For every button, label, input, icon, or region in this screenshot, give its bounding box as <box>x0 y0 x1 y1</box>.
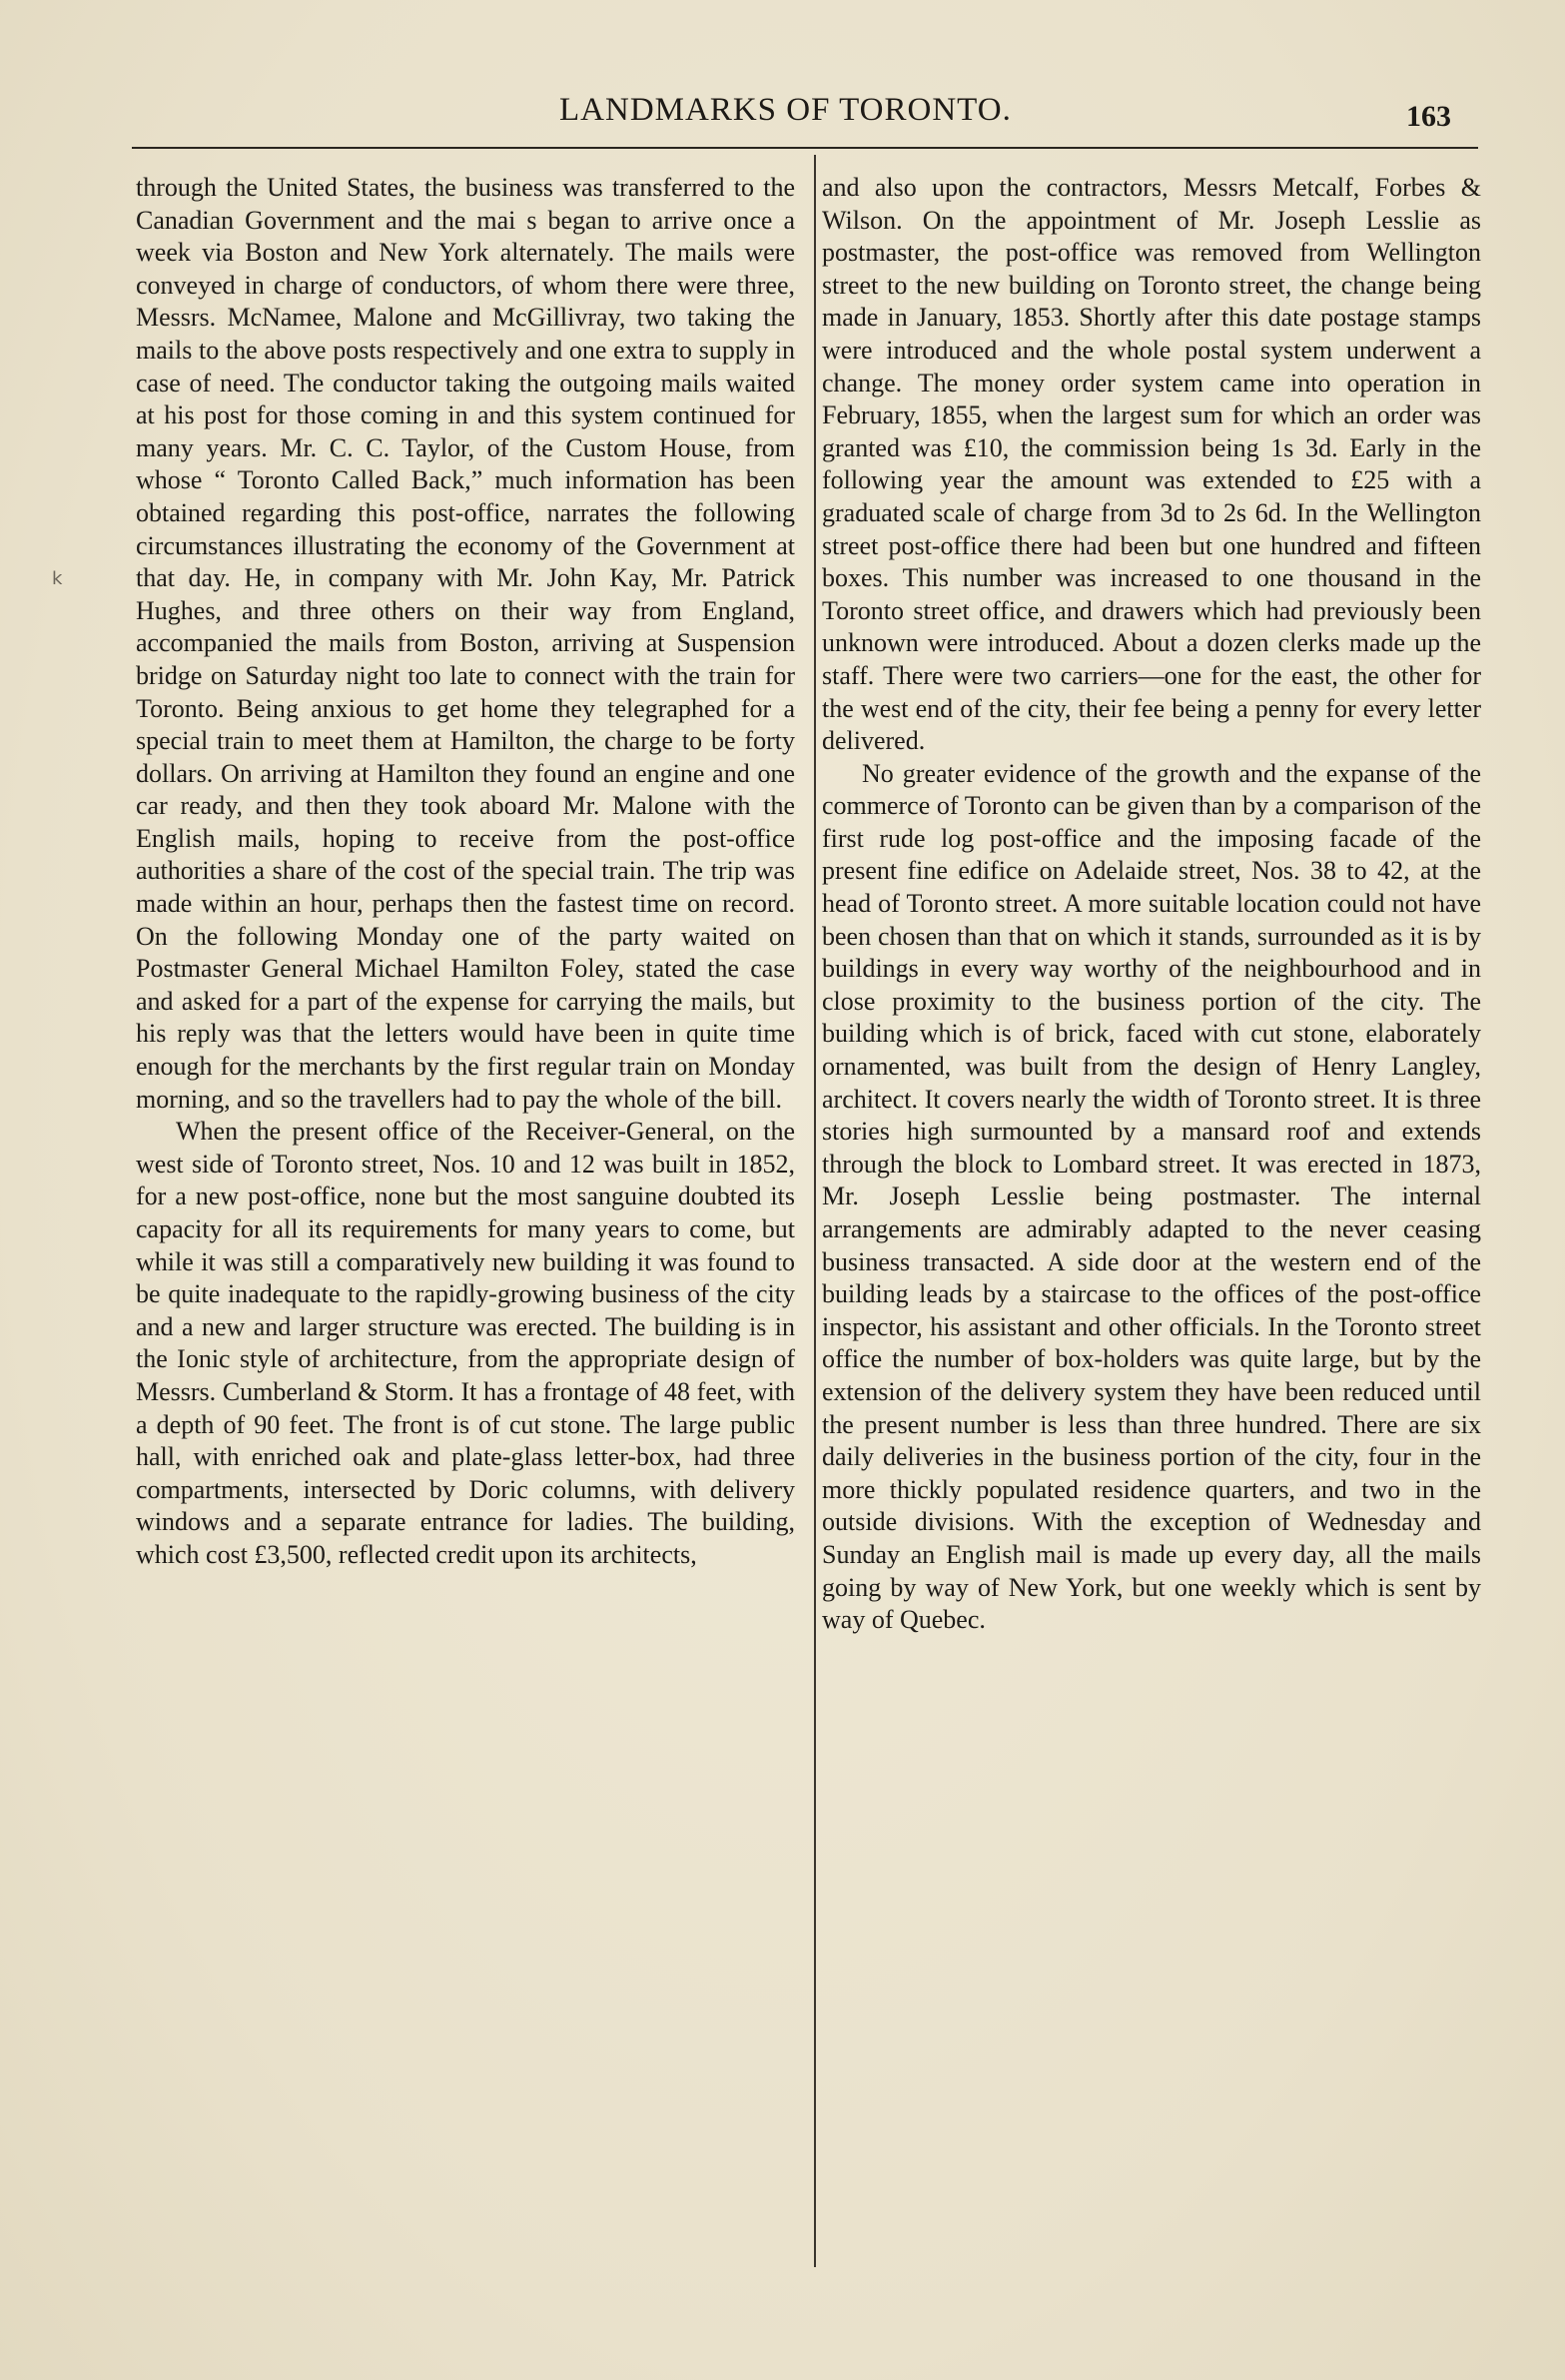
paragraph: and also upon the contractors, Messrs Metcalf, Forbes & Wilson. On the appointment of Mr. Joseph Lesslie as postmaster, the post-office was removed from Wellington street to the new building on Toronto street, the change being made in January, 1853. Shortly after this date postage stamps were introduced and the whole postal system underwent a change. The money order system came into operation in February, 1855, when the largest sum for which an order was granted was £10, the commission being 1s 3d. Early in the following year the amount was extended to £25 with a graduated scale of charge from 3d to 2s 6d. In the Wellington street post-office there had been but one hundred and fifteen boxes. This number was increased to one thousand in the Toronto street office, and drawers which had previously been unknown were introduced. About a dozen clerks made up the staff. There were two carriers—one for the east, the other for the west end of the city, their fee being a penny for every letter delivered. <box>822 173 1481 756</box>
header-rule <box>132 147 1478 149</box>
paragraph: through the United States, the business was transferred to the Canadian Government and the mai s began to arrive once a week via Boston and New York alternately. The mails were conveyed in charge of conductors, of whom there were three, Messrs. McNamee, Malone and McGillivray, two taking the mails to the above posts respectively and one extra to supply in case of need. The conductor taking the outgoing mails waited at his post for those coming in and this system continued for many years. Mr. C. C. Taylor, of the Custom House, from whose “ Toronto Called Back,” much information has been obtained regarding this post-office, narrates the following circumstances illustrating the economy of the Government at that day. He, in company with Mr. John Kay, Mr. Patrick Hughes, and three others on their way from England, accompanied the mails from Boston, arriving at Suspension bridge on Saturday night too late to connect with the train for Toronto. Being anxious to get home they telegraphed for a special train to meet them at Hamilton, the charge to be forty dollars. On arriving at Hamilton they found an engine and one car ready, and then they took aboard Mr. Malone with the English mails, hoping to receive from the post-office authorities a share of the cost of the special train. The trip was made within an hour, perhaps then the fastest time on record. On the following Monday one of the party waited on Postmaster General Michael Hamilton Foley, stated the case and asked for a part of the expense for carrying the mails, but his reply was that the letters would have been in quite time enough for the merchants by the first regular train on Monday morning, and so the travellers had to pay the whole of the bill. <box>136 173 795 1114</box>
left-column <box>136 172 795 1572</box>
right-column <box>822 172 1481 1637</box>
margin-mark: k <box>52 568 63 589</box>
page-number: 163 <box>1406 100 1451 133</box>
running-header <box>0 92 1565 142</box>
paragraph: No greater evidence of the growth and the expanse of the commerce of Toronto can be given than by a comparison of the first rude log post-office and the imposing facade of the present fine edifice on Adelaide street, Nos. 38 to 42, at the head of Toronto street. A more suitable location could not have been chosen than that on which it stands, surrounded as it is by buildings in every way worthy of the neighbourhood and in close proximity to the business portion of the city. The building which is of brick, faced with cut stone, elaborately ornamented, was built from the design of Henry Langley, architect. It covers nearly the width of Toronto street. It is three stories high surmounted by a mansard roof and extends through the block to Lombard street. It was erected in 1873, Mr. Joseph Lesslie being postmaster. The internal arrangements are admirably adapted to the never ceasing business transacted. A side door at the western end of the building leads by a staircase to the offices of the post-office inspector, his assistant and other officials. In the Toronto street office the number of box-holders was quite large, but by the extension of the delivery system they have been reduced until the present number is less than three hundred. There are six daily deliveries in the business portion of the city, four in the more thickly populated residence quarters, and two in the outside divisions. With the exception of Wednesday and Sunday an English mail is made up every day, all the mails going by way of New York, but one weekly which is sent by way of Quebec. <box>822 758 1481 1635</box>
column-divider <box>814 155 816 2267</box>
page-title: LANDMARKS OF TORONTO. <box>559 92 1012 128</box>
paragraph: When the present office of the Receiver-General, on the west side of Toronto street, Nos. 10 and 12 was built in 1852, for a new post-office, none but the most sanguine doubted its capacity for all its requirements for many years to come, but while it was still a comparatively new building it was found to be quite inadequate to the rapidly-growing business of the city and a new and larger structure was erected. The building is in the Ionic style of architecture, from the appropriate design of Messrs. Cumberland & Storm. It has a frontage of 48 feet, with a depth of 90 feet. The front is of cut stone. The large public hall, with enriched oak and plate-glass letter-box, had three compartments, intersected by Doric columns, with delivery windows and a separate entrance for ladies. The building, which cost £3,500, reflected credit upon its architects, <box>136 1117 795 1569</box>
